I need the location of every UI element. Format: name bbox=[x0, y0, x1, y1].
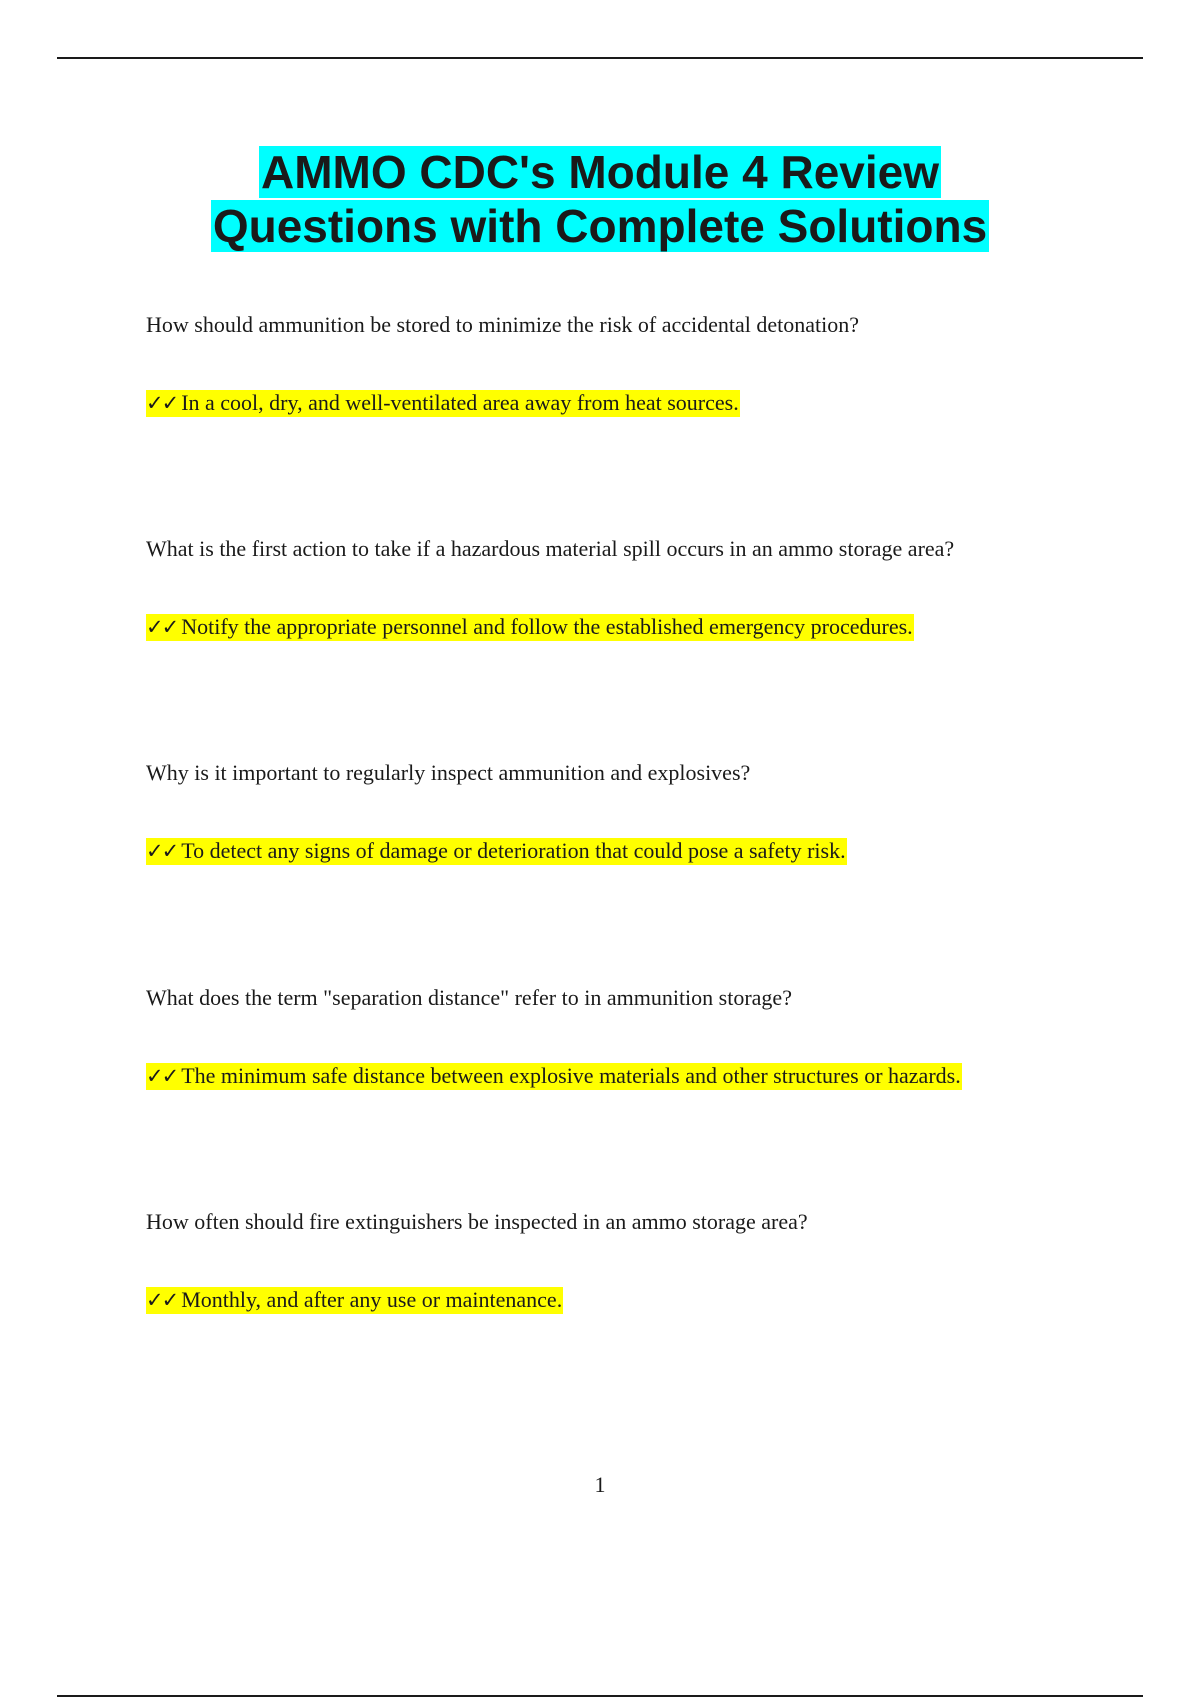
answer-label: Notify the appropriate personnel and follow the established emergency procedures. bbox=[181, 614, 913, 639]
double-check-icon: ✓✓ bbox=[146, 615, 178, 639]
question-text: What does the term "separation distance" refer to in ammunition storage? bbox=[146, 985, 792, 1010]
double-check-icon: ✓✓ bbox=[146, 839, 178, 863]
answer-label: To detect any signs of damage or deterioration that could pose a safety risk. bbox=[181, 838, 846, 863]
qa-item-4 bbox=[146, 984, 1106, 1088]
title-line-2: Questions with Complete Solutions bbox=[212, 200, 988, 252]
answer-label: In a cool, dry, and well-ventilated area away from heat sources. bbox=[181, 390, 739, 415]
bottom-rule bbox=[57, 1695, 1143, 1697]
answer-text bbox=[146, 1060, 962, 1092]
qa-item-1 bbox=[146, 311, 1106, 415]
qa-item-3 bbox=[146, 759, 1106, 863]
answer-text bbox=[146, 387, 740, 419]
answer-text bbox=[146, 1284, 563, 1316]
question-text: Why is it important to regularly inspect ammunition and explosives? bbox=[146, 760, 751, 785]
top-rule bbox=[57, 57, 1143, 59]
answer-highlight bbox=[146, 838, 847, 865]
answer-highlight bbox=[146, 1287, 563, 1314]
question-text: How often should fire extinguishers be inspected in an ammo storage area? bbox=[146, 1209, 808, 1234]
answer-highlight bbox=[146, 614, 914, 641]
answer-label: Monthly, and after any use or maintenance. bbox=[181, 1287, 563, 1312]
document-title bbox=[0, 145, 1200, 253]
qa-item-2 bbox=[146, 535, 1106, 639]
title-line-1: AMMO CDC's Module 4 Review bbox=[260, 146, 940, 198]
answer-highlight bbox=[146, 390, 740, 417]
answer-highlight bbox=[146, 1063, 962, 1090]
double-check-icon: ✓✓ bbox=[146, 391, 178, 415]
question-text: What is the first action to take if a hazardous material spill occurs in an ammo storage area? bbox=[146, 536, 955, 561]
page-number: 1 bbox=[594, 1472, 606, 1497]
qa-item-5 bbox=[146, 1208, 1106, 1312]
double-check-icon: ✓✓ bbox=[146, 1064, 178, 1088]
question-text: How should ammunition be stored to minimize the risk of accidental detonation? bbox=[146, 312, 860, 337]
answer-text bbox=[146, 835, 847, 867]
answer-label: The minimum safe distance between explosive materials and other structures or hazards. bbox=[181, 1063, 961, 1088]
answer-text bbox=[146, 611, 914, 643]
double-check-icon: ✓✓ bbox=[146, 1288, 178, 1312]
